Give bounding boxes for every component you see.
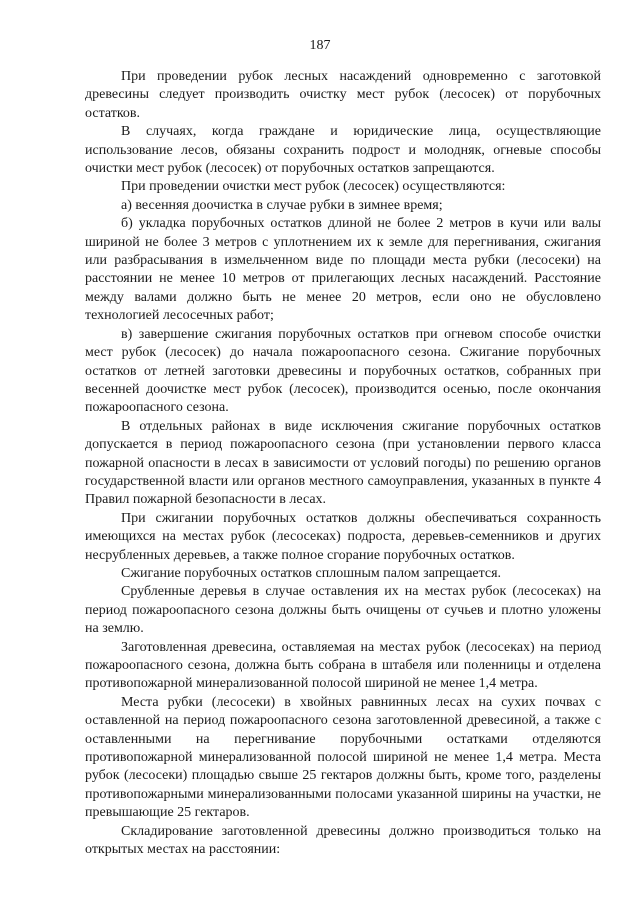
paragraph-13: Складирование заготовленной древесины должно производиться только на открытых местах на расстоянии:	[85, 823, 601, 858]
paragraph-12: Места рубки (лесосеки) в хвойных равнинных лесах на сухих почвах с оставленной на период пожароопасного сезона заготовленной древесиной, а также с оставленными на перегнивание порубочными остатками отделяются противопожарной минерализованной полосой шириной не менее 1,4 метра. Места рубок (лесосеки) площадью свыше 25 гектаров должны быть, кроме того, разделены противопожарными минерализованными полосами указанной ширины на участки, не превышающие 25 гектаров.	[85, 694, 601, 821]
paragraph-10: Срубленные деревья в случае оставления их на местах рубок (лесосеках) на период пожароопасного сезона должны быть очищены от сучьев и плотно уложены на землю.	[85, 584, 601, 637]
paragraph-7: В отдельных районах в виде исключения сжигание порубочных остатков допускается в период пожароопасного сезона (при установлении первого класса пожарной опасности в лесах в зависимости от условий погоды) по решению органов государственной власти или органов местного самоуправления, указанных в пункте 4 Правил пожарной безопасности в лесах.	[85, 418, 601, 508]
paragraph-8: При сжигании порубочных остатков должны обеспечиваться сохранность имеющихся на местах рубок (лесосеках) подроста, деревьев-семенников и других несрубленных деревьев, а также полное сгорание порубочных остатков.	[85, 510, 601, 563]
paragraph-3: При проведении очистки мест рубок (лесосек) осуществляются:	[121, 179, 506, 195]
list-item-b: б) укладка порубочных остатков длиной не более 2 метров в кучи или валы шириной не более 3 метров с уплотнением их к земле для перегнивания, сжигания или разбрасывания в измельченном виде по площади места рубки (лесосеки) на расстоянии не менее 10 метров от прилегающих лесных насаждений. Расстояние между валами должно быть не менее 20 метров, если оно не обусловлено технологией лесосечных работ;	[85, 216, 601, 324]
page-number: 187	[309, 38, 331, 53]
paragraph-1: При проведении рубок лесных насаждений одновременно с заготовкой древесины следует производить очистку мест рубок (лесосек) от порубочных остатков.	[85, 69, 601, 121]
body-text	[85, 68, 601, 859]
paragraph-11: Заготовленная древесина, оставляемая на местах рубок (лесосеках) на период пожароопасного сезона, должна быть собрана в штабеля или поленницы и отделена противопожарной минерализованной полосой шириной не менее 1,4 метра.	[85, 639, 601, 692]
paragraph-9: Сжигание порубочных остатков сплошным палом запрещается.	[121, 565, 502, 581]
list-item-c: в) завершение сжигания порубочных остатков при огневом способе очистки мест рубок (лесосек) до начала пожароопасного сезона. Сжигание порубочных остатков от летней заготовки древесины и порубочных остатков, собранных при весенней доочистке мест рубок (лесосек), производится осенью, после окончания пожароопасного сезона.	[85, 326, 601, 416]
paragraph-2: В случаях, когда граждане и юридические лица, осуществляющие использование лесов, обязаны сохранить подрост и молодняк, огневые способы очистки мест рубок (лесосек) от порубочных остатков запрещаются.	[85, 124, 601, 177]
list-item-a: а) весенняя доочистка в случае рубки в зимнее время;	[121, 197, 443, 213]
